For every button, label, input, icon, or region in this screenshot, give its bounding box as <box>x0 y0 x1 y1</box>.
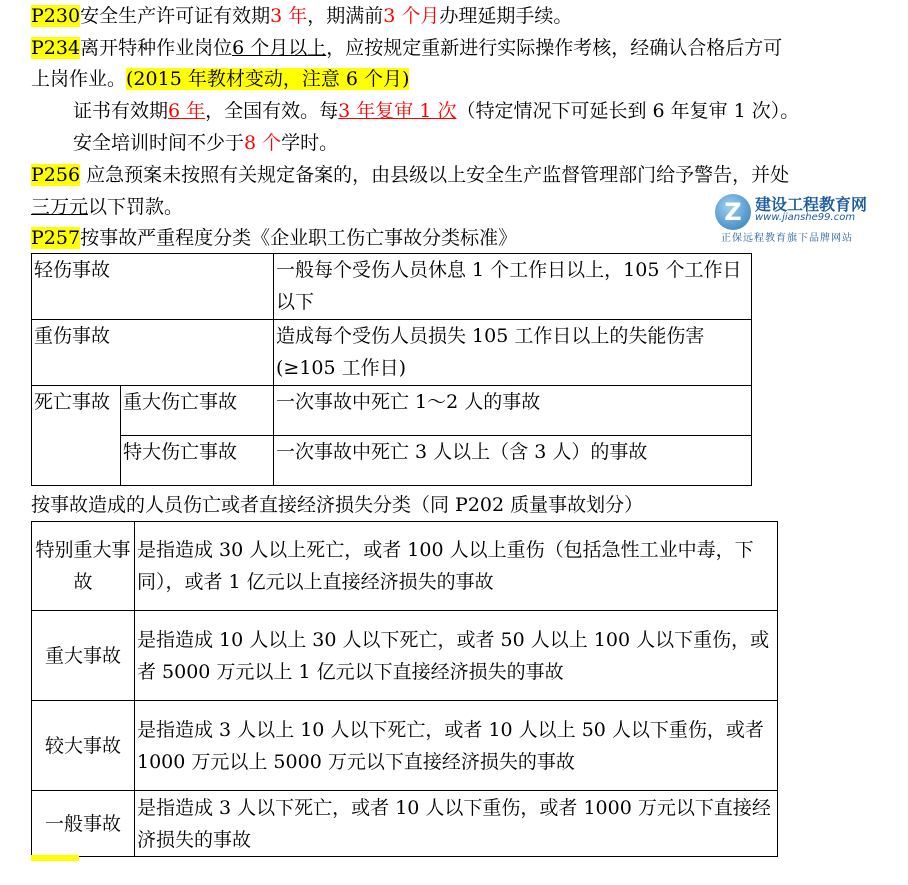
table-cell: 特大伤亡事故 <box>121 436 274 486</box>
casualty-classification-table <box>31 521 778 857</box>
certificate-valid-years: 6 年 <box>168 100 206 122</box>
p234-text: 离开特种作业岗位 <box>80 37 233 59</box>
leave-period: 6 个月以上 <box>232 37 327 59</box>
certificate-text: ，全国有效。每 <box>205 100 339 122</box>
p234-text: 上岗作业。 <box>31 68 127 90</box>
table-row <box>32 436 752 486</box>
training-hours: 8 个 <box>244 132 282 154</box>
table-row <box>32 611 778 701</box>
training-line <box>73 127 338 159</box>
table-cell: 一次事故中死亡 3 人以上（含 3 人）的事故 <box>274 436 752 486</box>
severity-classification-table <box>31 253 752 486</box>
table-cell: 重大伤亡事故 <box>121 386 274 436</box>
p256-line-2 <box>31 191 183 223</box>
certificate-text: 证书有效期 <box>73 100 169 122</box>
table-cell: 特别重大事故 <box>32 522 135 611</box>
logo-title: 建设工程教育网 <box>755 195 868 214</box>
table-cell: 轻伤事故 <box>32 254 274 320</box>
table-cell: 是指造成 10 人以上 30 人以下死亡，或者 50 人以上 100 人以下重伤，或者 5000 万元以上 1 亿元以下直接经济损失的事故 <box>135 611 778 701</box>
table-cell: 是指造成 3 人以上 10 人以下死亡，或者 10 人以上 50 人以下重伤，或者 1000 万元以上 5000 万元以下直接经济损失的事故 <box>135 701 778 791</box>
logo-slogan: 正保远程教育旗下品牌网站 <box>721 233 853 244</box>
certificate-text: （特定情况下可延长到 6 年复审 1 次）。 <box>456 100 800 122</box>
p230-text: 办理延期手续。 <box>439 5 573 27</box>
highlight-mark <box>31 855 79 861</box>
table-cell: 一般事故 <box>32 791 135 857</box>
p257-line <box>31 222 517 254</box>
p230-text: ，期满前 <box>307 5 384 27</box>
p257-text: 按事故严重程度分类《企业职工伤亡事故分类标准》 <box>80 227 518 249</box>
p230-text: 安全生产许可证有效期 <box>80 5 271 27</box>
p256-text: 应急预案未按照有关规定备案的，由县级以上安全生产监督管理部门给予警告，并处 <box>80 164 790 186</box>
table-row <box>32 791 778 857</box>
table-cell: 造成每个受伤人员损失 105 工作日以上的失能伤害(≥105 工作日) <box>274 320 752 386</box>
p256-text: 以下罚款。 <box>88 196 184 218</box>
table-row <box>32 386 752 436</box>
table-row <box>32 522 778 611</box>
p234-line <box>31 32 782 64</box>
p257-tag: P257 <box>31 227 81 249</box>
table-cell: 一般每个受伤人员休息 1 个工作日以上，105 个工作日以下 <box>274 254 752 320</box>
p234-text: ，应按规定重新进行实际操作考核，经确认合格后方可 <box>326 37 783 59</box>
table-cell: 较大事故 <box>32 701 135 791</box>
table-row <box>32 254 752 320</box>
table-cell: 是指造成 30 人以上死亡，或者 100 人以上重伤（包括急性工业中毒，下同），或者 1 亿元以上直接经济损失的事故 <box>135 522 778 611</box>
review-interval: 3 年复审 1 次 <box>338 100 457 122</box>
certificate-line <box>73 95 799 127</box>
p234-line-2 <box>31 63 409 95</box>
table-cell: 重伤事故 <box>32 320 274 386</box>
site-logo <box>715 192 895 242</box>
section-title: 按事故造成的人员伤亡或者直接经济损失分类（同 P202 质量事故划分） <box>31 494 644 516</box>
table-cell: 重大事故 <box>32 611 135 701</box>
table-cell: 一次事故中死亡 1～2 人的事故 <box>274 386 752 436</box>
table-row <box>32 701 778 791</box>
p256-line <box>31 159 789 191</box>
table-row <box>32 320 752 386</box>
textbook-change-note: (2015 年教材变动，注意 6 个月) <box>126 68 410 90</box>
logo-url: www.jianshe99.com <box>755 212 856 223</box>
p230-tag: P230 <box>31 5 81 27</box>
p230-line <box>31 0 572 32</box>
table-cell: 是指造成 3 人以下死亡，或者 10 人以下重伤，或者 1000 万元以下直接经济损失的事故 <box>135 791 778 857</box>
p256-tag: P256 <box>31 164 81 186</box>
p234-tag: P234 <box>31 37 81 59</box>
table-cell: 死亡事故 <box>32 386 121 486</box>
training-text: 安全培训时间不少于 <box>73 132 245 154</box>
fine-amount: 三万元 <box>31 196 89 218</box>
training-text: 学时。 <box>281 132 339 154</box>
license-valid-years: 3 年 <box>270 5 308 27</box>
renewal-months: 3 个月 <box>383 5 440 27</box>
logo-emblem-icon: Z <box>715 194 751 230</box>
